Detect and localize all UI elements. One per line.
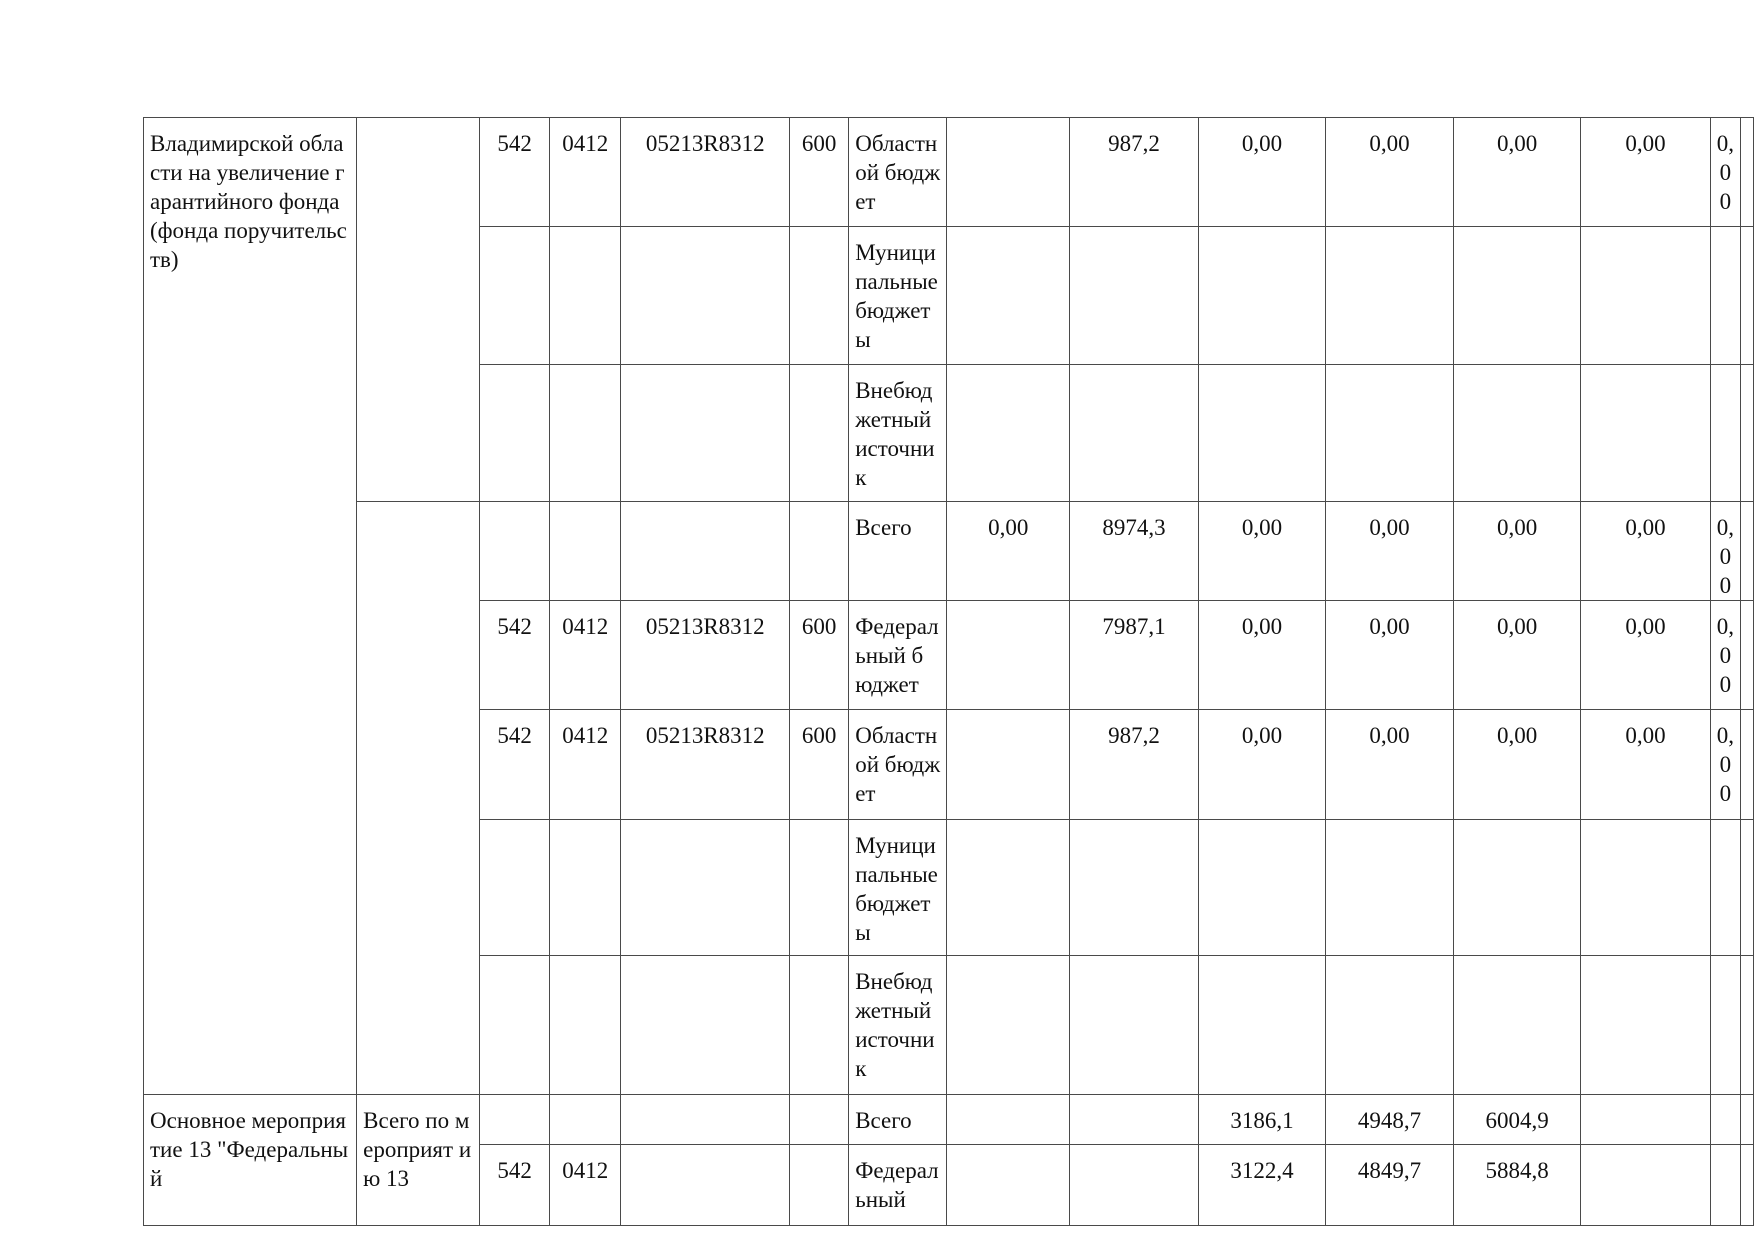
cell-csr — [621, 820, 790, 956]
cell-v5: 0,00 — [1453, 601, 1581, 710]
cell-v1 — [947, 820, 1070, 956]
cell-v3 — [1198, 365, 1326, 502]
cell-grbs — [480, 956, 550, 1095]
row-executor: Всего по мероприят ию 13 — [357, 1095, 480, 1226]
cell-vr: 600 — [790, 601, 849, 710]
cell-v1 — [947, 1095, 1070, 1145]
cell-v6 — [1581, 1095, 1710, 1145]
cell-overflow — [1741, 710, 1754, 820]
cell-rz — [549, 956, 620, 1095]
cell-v5 — [1453, 820, 1581, 956]
cell-vr — [790, 1145, 849, 1226]
cell-v1 — [947, 227, 1070, 365]
cell-rz — [549, 1095, 620, 1145]
cell-grbs: 542 — [480, 1145, 550, 1226]
cell-csr — [621, 1145, 790, 1226]
cell-v7: 0,00 — [1710, 601, 1740, 710]
cell-grbs — [480, 227, 550, 365]
cell-grbs — [480, 502, 550, 601]
cell-v3 — [1198, 956, 1326, 1095]
cell-v4: 4849,7 — [1326, 1145, 1454, 1226]
cell-v5: 0,00 — [1453, 502, 1581, 601]
cell-v2 — [1070, 956, 1198, 1095]
cell-v6: 0,00 — [1581, 601, 1710, 710]
cell-grbs: 542 — [480, 710, 550, 820]
cell-rz — [549, 502, 620, 601]
cell-v6 — [1581, 1145, 1710, 1226]
cell-csr: 05213R8312 — [621, 601, 790, 710]
cell-v6: 0,00 — [1581, 710, 1710, 820]
cell-v4 — [1326, 365, 1454, 502]
row-description: Основное мероприятие 13 "Федеральный — [144, 1095, 357, 1226]
cell-v3: 3186,1 — [1198, 1095, 1326, 1145]
cell-v2: 987,2 — [1070, 710, 1198, 820]
cell-grbs: 542 — [480, 118, 550, 227]
cell-csr — [621, 227, 790, 365]
cell-v5: 6004,9 — [1453, 1095, 1581, 1145]
cell-v6: 0,00 — [1581, 502, 1710, 601]
cell-v4: 0,00 — [1326, 118, 1454, 227]
cell-source: Федерал ьный бюджет — [849, 601, 947, 710]
cell-v7: 0,00 — [1710, 502, 1740, 601]
cell-v2 — [1070, 365, 1198, 502]
cell-rz — [549, 365, 620, 502]
cell-v7 — [1710, 1145, 1740, 1226]
cell-v4: 0,00 — [1326, 502, 1454, 601]
cell-v2 — [1070, 1095, 1198, 1145]
cell-v5 — [1453, 956, 1581, 1095]
cell-overflow — [1741, 601, 1754, 710]
cell-source: Федерал ьный — [849, 1145, 947, 1226]
cell-v4: 0,00 — [1326, 601, 1454, 710]
cell-v5 — [1453, 227, 1581, 365]
cell-overflow — [1741, 365, 1754, 502]
cell-v3 — [1198, 820, 1326, 956]
cell-v7 — [1710, 820, 1740, 956]
cell-source: Внебюд жетный источни к — [849, 365, 947, 502]
cell-overflow — [1741, 118, 1754, 227]
cell-overflow — [1741, 820, 1754, 956]
cell-overflow — [1741, 1095, 1754, 1145]
cell-v7 — [1710, 1095, 1740, 1145]
cell-csr — [621, 1095, 790, 1145]
cell-v2: 7987,1 — [1070, 601, 1198, 710]
cell-overflow — [1741, 502, 1754, 601]
cell-v6 — [1581, 365, 1710, 502]
cell-vr — [790, 502, 849, 601]
cell-v2 — [1070, 1145, 1198, 1226]
cell-v4: 4948,7 — [1326, 1095, 1454, 1145]
cell-v1: 0,00 — [947, 502, 1070, 601]
cell-rz: 0412 — [549, 118, 620, 227]
row-executor — [357, 502, 480, 1095]
cell-source: Областн ой бюджет — [849, 710, 947, 820]
cell-v4: 0,00 — [1326, 710, 1454, 820]
cell-v2 — [1070, 227, 1198, 365]
cell-csr — [621, 956, 790, 1095]
cell-source: Всего — [849, 1095, 947, 1145]
cell-source: Областн ой бюджет — [849, 118, 947, 227]
cell-v1 — [947, 118, 1070, 227]
cell-grbs — [480, 1095, 550, 1145]
cell-v1 — [947, 956, 1070, 1095]
cell-v3: 0,00 — [1198, 118, 1326, 227]
cell-vr — [790, 227, 849, 365]
cell-v3: 0,00 — [1198, 710, 1326, 820]
cell-v6 — [1581, 227, 1710, 365]
cell-v6 — [1581, 820, 1710, 956]
cell-v3: 0,00 — [1198, 601, 1326, 710]
cell-rz: 0412 — [549, 710, 620, 820]
cell-overflow — [1741, 956, 1754, 1095]
cell-v6 — [1581, 956, 1710, 1095]
cell-v7 — [1710, 227, 1740, 365]
cell-v1 — [947, 710, 1070, 820]
cell-csr: 05213R8312 — [621, 118, 790, 227]
cell-grbs — [480, 820, 550, 956]
cell-rz: 0412 — [549, 1145, 620, 1226]
table-row — [144, 1095, 1754, 1145]
cell-v3: 3122,4 — [1198, 1145, 1326, 1226]
cell-overflow — [1741, 227, 1754, 365]
cell-v5: 5884,8 — [1453, 1145, 1581, 1226]
cell-rz — [549, 820, 620, 956]
cell-v2: 987,2 — [1070, 118, 1198, 227]
cell-v4 — [1326, 227, 1454, 365]
cell-vr: 600 — [790, 118, 849, 227]
cell-v3 — [1198, 227, 1326, 365]
cell-v5 — [1453, 365, 1581, 502]
cell-v5: 0,00 — [1453, 710, 1581, 820]
cell-vr — [790, 365, 849, 502]
cell-rz: 0412 — [549, 601, 620, 710]
cell-v7: 0,00 — [1710, 118, 1740, 227]
table-row — [144, 502, 1754, 601]
cell-v7 — [1710, 956, 1740, 1095]
cell-source: Всего — [849, 502, 947, 601]
cell-v4 — [1326, 820, 1454, 956]
cell-v7: 0,00 — [1710, 710, 1740, 820]
budget-table — [143, 117, 1754, 1226]
cell-vr — [790, 956, 849, 1095]
cell-vr: 600 — [790, 710, 849, 820]
cell-v4 — [1326, 956, 1454, 1095]
cell-csr: 05213R8312 — [621, 710, 790, 820]
row-executor — [357, 118, 480, 502]
cell-v6: 0,00 — [1581, 118, 1710, 227]
cell-v1 — [947, 601, 1070, 710]
cell-source: Муници пальные бюджет ы — [849, 227, 947, 365]
cell-vr — [790, 1095, 849, 1145]
cell-v7 — [1710, 365, 1740, 502]
cell-v5: 0,00 — [1453, 118, 1581, 227]
cell-v3: 0,00 — [1198, 502, 1326, 601]
table-row — [144, 118, 1754, 227]
cell-vr — [790, 820, 849, 956]
cell-source: Внебюд жетный источни к — [849, 956, 947, 1095]
cell-v1 — [947, 365, 1070, 502]
cell-grbs — [480, 365, 550, 502]
cell-grbs: 542 — [480, 601, 550, 710]
cell-csr — [621, 502, 790, 601]
cell-v2 — [1070, 820, 1198, 956]
cell-overflow — [1741, 1145, 1754, 1226]
cell-source: Муници пальные бюджет ы — [849, 820, 947, 956]
row-description: Владимирской области на увеличение гарантийного фонда (фонда поручительств) — [144, 118, 357, 1095]
cell-csr — [621, 365, 790, 502]
cell-v1 — [947, 1145, 1070, 1226]
cell-rz — [549, 227, 620, 365]
cell-v2: 8974,3 — [1070, 502, 1198, 601]
